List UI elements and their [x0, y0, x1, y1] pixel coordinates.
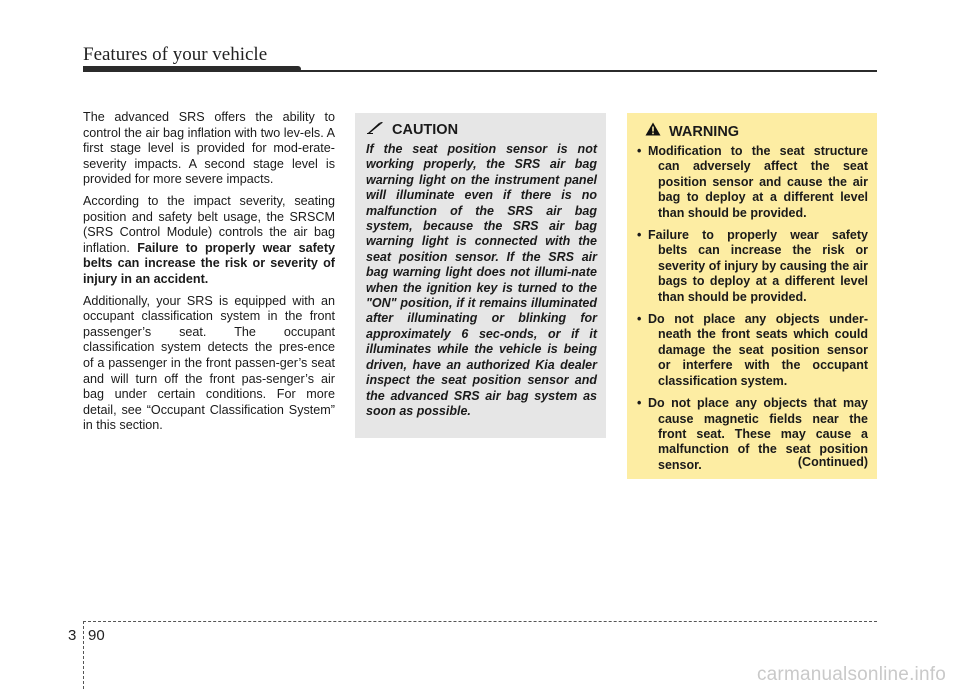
warning-item-first-line: • Do not place any objects under-	[648, 312, 868, 327]
warning-item	[637, 312, 868, 389]
continued-label: (Continued)	[797, 455, 868, 469]
intro-paragraph-1: The advanced SRS offers the ability to control the air bag inflation with two lev-els. A first stage level is provided for mod-erate-severity impacts. A second stage level is provided for more severe impacts.	[83, 110, 335, 187]
footer-divider	[83, 621, 84, 689]
page-header-title: Features of your vehicle	[83, 44, 268, 65]
intro-paragraph-2	[83, 194, 335, 288]
warning-item-text: can adversely affect the seat position sensor and cause the air bag to deploy at a different level than should be provided.	[658, 159, 868, 220]
warning-box	[627, 113, 877, 479]
warning-label: WARNING	[669, 123, 740, 140]
warning-item-first-line: • Modification to the seat structure	[648, 144, 868, 158]
caution-header	[366, 121, 597, 139]
warning-item	[637, 144, 868, 221]
caution-label: CAUTION	[392, 122, 459, 138]
warning-triangle-icon	[645, 122, 661, 141]
warning-item-text: belts can increase the risk or severity of injury by causing the air bags to deploy at a different level than should be provided.	[658, 243, 868, 304]
warning-item-first-line: • Failure to properly wear safety	[648, 228, 868, 243]
warning-item-text: cause magnetic fields near the front seat. These may cause a malfunction of the seat position sensor.	[658, 411, 868, 472]
header-rule	[83, 70, 877, 72]
intro-paragraph-3: Additionally, your SRS is equipped with an occupant classification system in the front passenger’s seat. The occupant classification system detects the pres-ence of a passenger in the front passen-ger’s seat and will turn off the front pas-senger’s air bag under certain conditions. For more detail, see “Occupant Classification System” in this section.	[83, 293, 335, 433]
caution-box	[355, 113, 606, 438]
watermark: carmanualsonline.info	[756, 664, 946, 685]
section-number: 3	[68, 627, 77, 644]
pencil-icon	[366, 121, 384, 139]
intro-column	[83, 110, 335, 440]
warning-item	[637, 228, 868, 305]
warning-list	[637, 144, 868, 473]
intro-paragraph-2-text: According to the impact severity, seating position and safety belt usage, the SRSCM (SRS Control Module) controls the air bag inflation.	[83, 193, 335, 255]
page-number: 90	[88, 627, 105, 644]
warning-item-first-line: • Do not place any objects that may	[648, 396, 868, 411]
footer-rule	[83, 621, 877, 622]
intro-paragraph-2-emphasis: Failure to properly wear safety belts can increase the risk or severity of injury in an accident.	[83, 240, 336, 286]
warning-header	[645, 122, 868, 141]
caution-text: If the seat position sensor is not working properly, the SRS air bag warning light on the instrument panel will illuminate even if there is no malfunction of the SRS air bag system, because the SRS air bag warning light is connected with the seat position sensor. If the SRS air bag warning light does not illumi-nate when the ignition key is turned to the "ON" position, if it remains illuminated after illuminating or blinking for approximately 6 sec-onds, or if it illuminates while the vehicle is being driven, have an authorized Kia dealer inspect the seat position sensor and the advanced SRS air bag system as soon as possible.	[366, 142, 597, 418]
warning-item-text: neath the front seats which could damage the seat position sensor or interfere with the occupant classification system.	[658, 327, 868, 388]
